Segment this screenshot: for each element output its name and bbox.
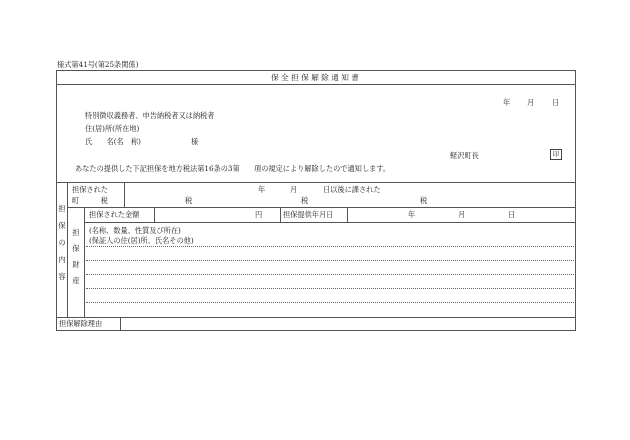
taxes-month: 月 — [290, 185, 298, 194]
tax-1: 税 — [185, 196, 193, 205]
recipient-type: 特別徴収義務者、申告納税者又は納税者 — [85, 111, 215, 120]
issuer-name: 軽沢町長 — [450, 151, 479, 160]
amount-yen: 円 — [255, 210, 263, 219]
provision-date-label: 担保提供年月日 — [283, 210, 334, 219]
form-title: 保 全 担 保 解 除 通 知 書 — [271, 73, 359, 82]
amount-label: 担保された金額 — [89, 210, 140, 219]
property-label: 担 保 財 産 — [72, 228, 80, 285]
property-desc-2: (保証人の住(居)所、氏名その他) — [89, 236, 194, 245]
side-label: 担 保 の 内 容 — [58, 204, 66, 281]
release-reason-label: 担保解除理由 — [59, 319, 103, 328]
taxes-label-1: 担保された — [72, 185, 108, 194]
tax-3: 税 — [420, 196, 428, 205]
tax-2: 税 — [301, 196, 309, 205]
recipient-name-label: 氏 名(名 称) — [85, 137, 141, 146]
recipient-address-label: 住(居)所(所在地) — [85, 124, 140, 133]
date-month: 月 — [527, 98, 535, 107]
taxes-since: 日以後に課された — [323, 185, 381, 194]
taxes-label-2: 町 税 — [72, 196, 108, 205]
recipient-honorific: 様 — [191, 137, 199, 146]
notice-text: あなたの提供した下記担保を地方税法第16条の3第 項の規定により解除したので通知します。 — [75, 164, 391, 173]
provision-month: 月 — [458, 210, 466, 219]
date-day: 日 — [552, 98, 560, 107]
property-desc-1: (名称、数量、性質及び所在) — [89, 226, 181, 235]
provision-day: 日 — [508, 210, 516, 219]
form-number: 様式第41号(第25条関係) — [57, 60, 139, 69]
date-year: 年 — [503, 98, 511, 107]
taxes-year: 年 — [258, 185, 266, 194]
provision-year: 年 — [408, 210, 416, 219]
seal-mark: 印 — [550, 149, 562, 160]
